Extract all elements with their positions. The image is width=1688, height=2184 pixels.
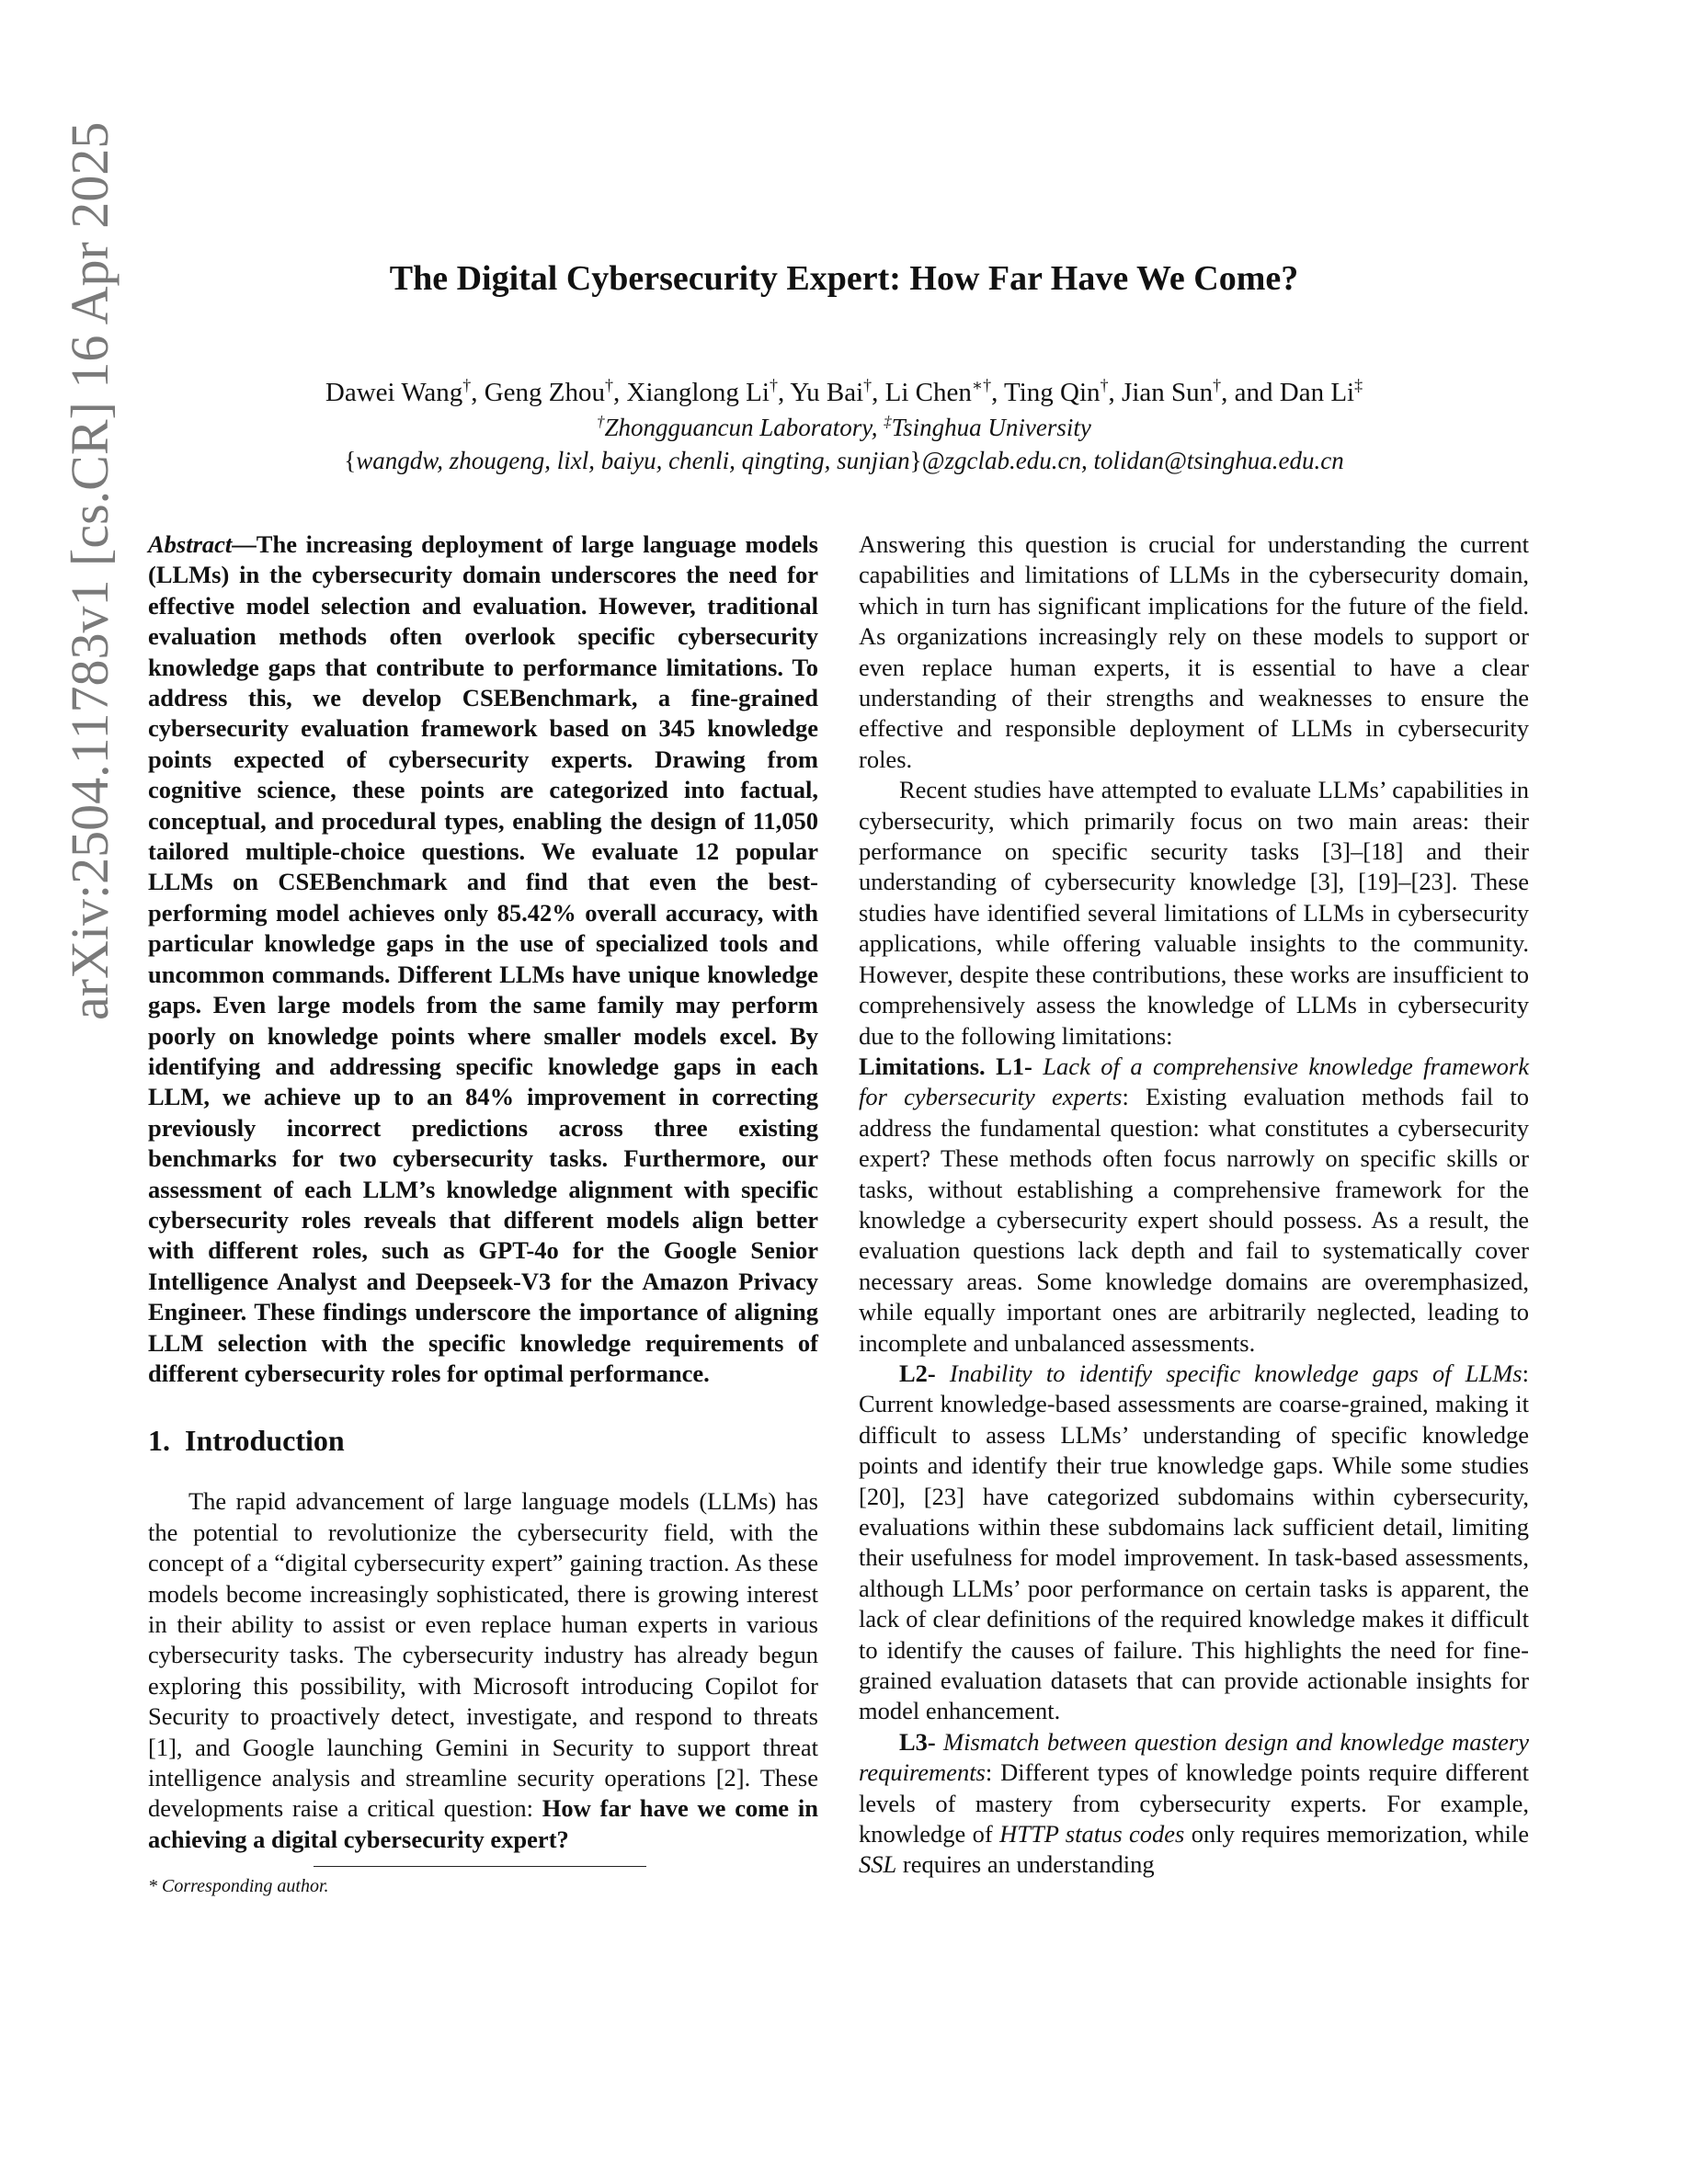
abstract-text: The increasing deployment of large language models (LLMs) in the cybersecurity domain underscores the need for effective model selection and evaluation. However, traditional evaluation methods often overlook specific cybersecurity knowledge gaps that contribute to performance limitations. To address this, we develop CSEBenchmark, a fine-grained cybersecurity evaluation framework based on 345 knowledge points expected of cybersecurity experts. Drawing from cognitive science, these points are categorized into factual, conceptual, and procedural types, enabling the design of 11,050 tailored multiple-choice questions. We evaluate 12 popular LLMs on CSEBenchmark and find that even the best-performing model achieves only 85.42% overall accuracy, with particular knowledge gaps in the use of specialized tools and uncommon commands. Different LLMs have unique knowledge gaps. Even large models from the same family may perform poorly on knowledge points where smaller models excel. By identifying and addressing specific knowledge gaps in each LLM, we achieve up to an 84% improvement in correcting previously incorrect predictions across three existing benchmarks for two cybersecurity tasks. Furthermore, our assessment of each LLM’s knowledge alignment with specific cybersecurity roles reveals that different models align better with different roles, such as GPT-4o for the Google Senior Intelligence Analyst and Deepseek-V3 for the Amazon Privacy Engineer. These findings underscore the importance of aligning LLM selection with the specific knowledge requirements of different cybersecurity roles for optimal performance. <box>148 530 818 1387</box>
author-affiliation-mark: ∗† <box>971 376 992 395</box>
paper-title: The Digital Cybersecurity Expert: How Far Have We Come? <box>389 259 1299 298</box>
author-list <box>0 377 1688 409</box>
affiliation-mark: † <box>597 412 605 430</box>
limitation-l1 <box>859 1052 1529 1359</box>
limitation-l2 <box>859 1359 1529 1727</box>
limitation-l2-title: Inability to identify specific knowledge gaps of LLMs <box>949 1359 1523 1387</box>
author-separator: , and <box>1221 378 1280 407</box>
author-affiliation-mark: ‡ <box>1354 376 1363 395</box>
limitation-l3 <box>859 1727 1529 1881</box>
author-emails <box>0 445 1688 476</box>
abstract-dash: — <box>232 530 257 558</box>
author-name: Yu Bai <box>790 378 864 407</box>
intro-text-tail: Answering this question is crucial for understanding the current capabilities and limitations of LLMs in the cybersecurity domain, which in turn has significant implications for the future of the field. As organizations increasingly rely on these models to support or even replace human experts, it is essential to have a clear understanding of their strengths and weaknesses to ensure the effective and responsible deployment of LLMs in cybersecurity roles. <box>859 530 1529 773</box>
intro-paragraph-1 <box>148 1486 818 1855</box>
intro-text: The rapid advancement of large language models (LLMs) has the potential to revolutionize the cybersecurity field, with the concept of a “digital cybersecurity expert” gaining traction. As these models become increasingly sophisticated, there is growing interest in their ability to assist or even replace human experts in various cybersecurity tasks. The cybersecurity industry has already begun exploring this possibility, with Microsoft introducing Copilot for Security to proactively detect, investigate, and respond to threats [1], and Google launching Gemini in Security to support threat intelligence analysis and streamline security operations [2]. These developments raise a critical question: <box>148 1487 818 1823</box>
affiliation-name: Tsinghua University <box>891 414 1091 441</box>
author-affiliation-mark: † <box>462 376 472 395</box>
author-affiliation-mark: † <box>863 376 873 395</box>
author-affiliation-mark: † <box>1100 376 1109 395</box>
author-separator: , <box>471 378 485 407</box>
email-usernames: wangdw, zhougeng, lixl, baiyu, chenli, qingting, sunjian <box>356 447 910 474</box>
arxiv-identifier: arXiv:2504.11783v1 [cs.CR] 16 Apr 2025 <box>60 121 120 1020</box>
author-affiliation-mark: † <box>605 376 613 395</box>
limitation-l3-text: requires an understanding <box>896 1850 1155 1879</box>
limitation-l1-title: Lack of a comprehensive knowledge framework for cybersecurity experts <box>859 1052 1529 1111</box>
author-name: Xianglong Li <box>626 378 770 407</box>
limitation-l3-head: L3- <box>899 1727 936 1756</box>
author-separator: , <box>991 378 1005 407</box>
section-title: Introduction <box>185 1424 345 1458</box>
section-number: 1. <box>148 1424 170 1458</box>
author-separator: , <box>872 378 885 407</box>
limitation-l3-text: only requires memorization, while <box>1184 1820 1530 1848</box>
limitation-l1-head: Limitations. L1- <box>859 1052 1032 1080</box>
affiliation-mark: ‡ <box>884 412 892 430</box>
limitation-l2-text: : Current knowledge-based assessments are coarse-grained, making it difficult to assess LLMs’ understanding of specific knowledge points and identify their true knowledge gaps. While some studies [20], [23] have categorized subdomains within cybersecurity, evaluations within these subdomains lack sufficient detail, limiting their usefulness for model improvement. In task-based assessments, although LLMs’ poor performance on certain tasks is apparent, the lack of clear definitions of the required knowledge makes it difficult to identify the causes of failure. This highlights the need for fine-grained evaluation datasets that can provide actionable insights for model enhancement. <box>859 1359 1529 1725</box>
intro-paragraph-2: Recent studies have attempted to evaluate LLMs’ capabilities in cybersecurity, which primarily focus on two main areas: their performance on specific security tasks [3]–[18] and their understanding of cybersecurity knowledge [3], [19]–[23]. These studies have identified several limitations of LLMs in cybersecurity applications, while offering valuable insights to the community. However, despite these contributions, these works are insufficient to comprehensively assess the knowledge of LLMs in cybersecurity due to the following limitations: <box>859 776 1529 1050</box>
author-affiliation-mark: † <box>769 376 778 395</box>
email-brace-open: { <box>344 447 357 474</box>
limitation-l2-head: L2- <box>899 1359 936 1387</box>
author-name: Li Chen <box>884 378 972 407</box>
affiliations <box>0 412 1688 443</box>
author-name: Ting Qin <box>1004 378 1101 407</box>
section-heading <box>148 1422 818 1459</box>
email-domains: @zgclab.edu.cn, tolidan@tsinghua.edu.cn <box>921 447 1344 474</box>
author-separator: , <box>613 378 627 407</box>
limitation-l1-text: : Existing evaluation methods fail to address the fundamental question: what constitutes a cybersecurity expert? These methods often focus narrowly on specific skills or tasks, without establishing a comprehensive framework for the knowledge a cybersecurity expert should possess. As a result, the evaluation questions lack depth and fail to systematically cover necessary areas. Some knowledge domains are overemphasized, while equally important ones are arbitrarily neglected, leading to incomplete and unbalanced assessments. <box>859 1083 1529 1357</box>
author-separator: , <box>777 378 791 407</box>
intro-paragraph-1-continued <box>859 529 1529 775</box>
author-affiliation-mark: † <box>1213 376 1222 395</box>
limitation-l3-example-2: SSL <box>859 1850 897 1879</box>
author-name: Dan Li <box>1279 378 1355 407</box>
research-question: How far have we come in achieving a digital cybersecurity expert? <box>148 1794 818 1853</box>
author-name: Jian Sun <box>1122 378 1214 407</box>
abstract <box>148 529 818 1389</box>
footnote-rule <box>314 1866 646 1867</box>
email-brace-close: } <box>909 447 922 474</box>
author-name: Dawei Wang <box>325 378 463 407</box>
right-column <box>859 529 1529 1881</box>
abstract-label: Abstract <box>148 530 233 558</box>
left-column <box>148 529 818 1898</box>
author-separator: , <box>1108 378 1123 407</box>
limitation-l3-title: Mismatch between question design and knowledge mastery requirements <box>859 1727 1530 1787</box>
author-name: Geng Zhou <box>484 378 606 407</box>
limitation-l3-example-1: HTTP status codes <box>999 1820 1185 1848</box>
limitation-l3-text: : Different types of knowledge points require different levels of mastery from cybersecurity experts. For example, knowledge of <box>859 1758 1529 1848</box>
footnote: * Corresponding author. <box>148 1876 329 1897</box>
affiliation-name: Zhongguancun Laboratory, <box>604 414 878 441</box>
